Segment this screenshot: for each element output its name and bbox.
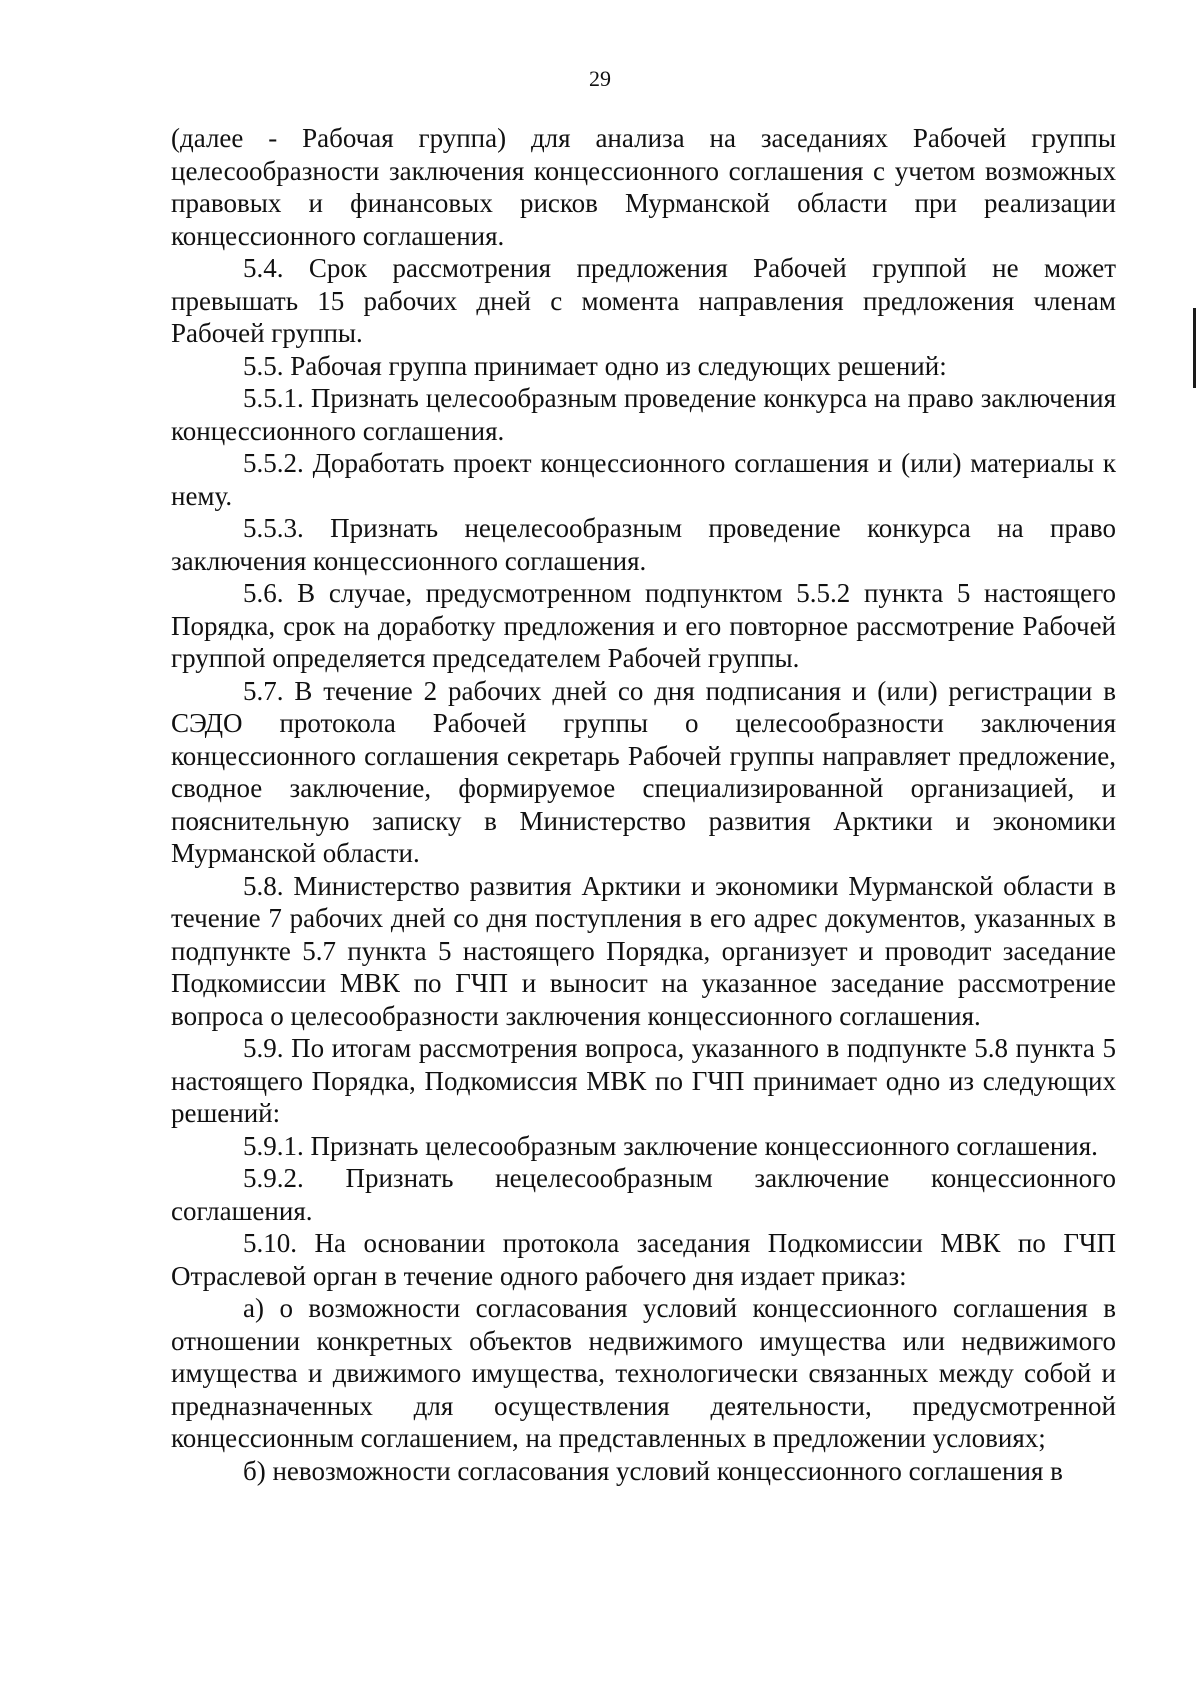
paragraph-5-9-2: 5.9.2. Признать нецелесообразным заключение концессионного соглашения.	[171, 1163, 1116, 1226]
paragraph-5-10-a: а) о возможности согласования условий концессионного соглашения в отношении конкретных объектов недвижимого имущества или недвижимого имущества и движимого имущества, технологически связанных между собой и предназначенных для осуществления деятельности, предусмотренной концессионным соглашением, на представленных в предложении условиях;	[171, 1293, 1116, 1453]
paragraph-5-5: 5.5. Рабочая группа принимает одно из следующих решений:	[243, 350, 947, 381]
scan-margin-mark	[1193, 308, 1196, 388]
paragraph-5-6: 5.6. В случае, предусмотренном подпунктом 5.5.2 пункта 5 настоящего Порядка, срок на доработку предложения и его повторное рассмотрение Рабочей группой определяется председателем Рабочей группы.	[171, 578, 1116, 673]
paragraph-continuation: (далее - Рабочая группа) для анализа на заседаниях Рабочей группы целесообразности заключения концессионного соглашения с учетом возможных правовых и финансовых рисков Мурманской области при реализации концессионного соглашения.	[171, 123, 1116, 251]
paragraph-5-10: 5.10. На основании протокола заседания Подкомиссии МВК по ГЧП Отраслевой орган в течение одного рабочего дня издает приказ:	[171, 1228, 1116, 1291]
paragraph-5-5-1: 5.5.1. Признать целесообразным проведение конкурса на право заключения концессионного соглашения.	[171, 383, 1116, 446]
page-number: 29	[589, 66, 611, 91]
paragraph-5-9-1: 5.9.1. Признать целесообразным заключение концессионного соглашения.	[243, 1130, 1098, 1161]
paragraph-5-8: 5.8. Министерство развития Арктики и экономики Мурманской области в течение 7 рабочих дней со дня поступления в его адрес документов, указанных в подпункте 5.7 пункта 5 настоящего Порядка, организует и проводит заседание Подкомиссии МВК по ГЧП и выносит на указанное заседание рассмотрение вопроса о целесообразности заключения концессионного соглашения.	[171, 870, 1116, 1031]
paragraph-5-5-2: 5.5.2. Доработать проект концессионного соглашения и (или) материалы к нему.	[171, 448, 1116, 511]
paragraph-5-9: 5.9. По итогам рассмотрения вопроса, указанного в подпункте 5.8 пункта 5 настоящего Порядка, Подкомиссия МВК по ГЧП принимает одно из следующих решений:	[171, 1033, 1116, 1128]
document-body	[171, 122, 1116, 1487]
paragraph-5-7: 5.7. В течение 2 рабочих дней со дня подписания и (или) регистрации в СЭДО протокола Рабочей группы о целесообразности заключения концессионного соглашения секретарь Рабочей группы направляет предложение, сводное заключение, формируемое специализированной организацией, и пояснительную записку в Министерство развития Арктики и экономики Мурманской области.	[171, 675, 1116, 868]
paragraph-5-10-b: б) невозможности согласования условий концессионного соглашения в	[243, 1455, 1063, 1486]
paragraph-5-5-3: 5.5.3. Признать нецелесообразным проведение конкурса на право заключения концессионного соглашения.	[171, 513, 1116, 576]
paragraph-5-4: 5.4. Срок рассмотрения предложения Рабочей группой не может превышать 15 рабочих дней с момента направления предложения членам Рабочей группы.	[171, 253, 1116, 348]
